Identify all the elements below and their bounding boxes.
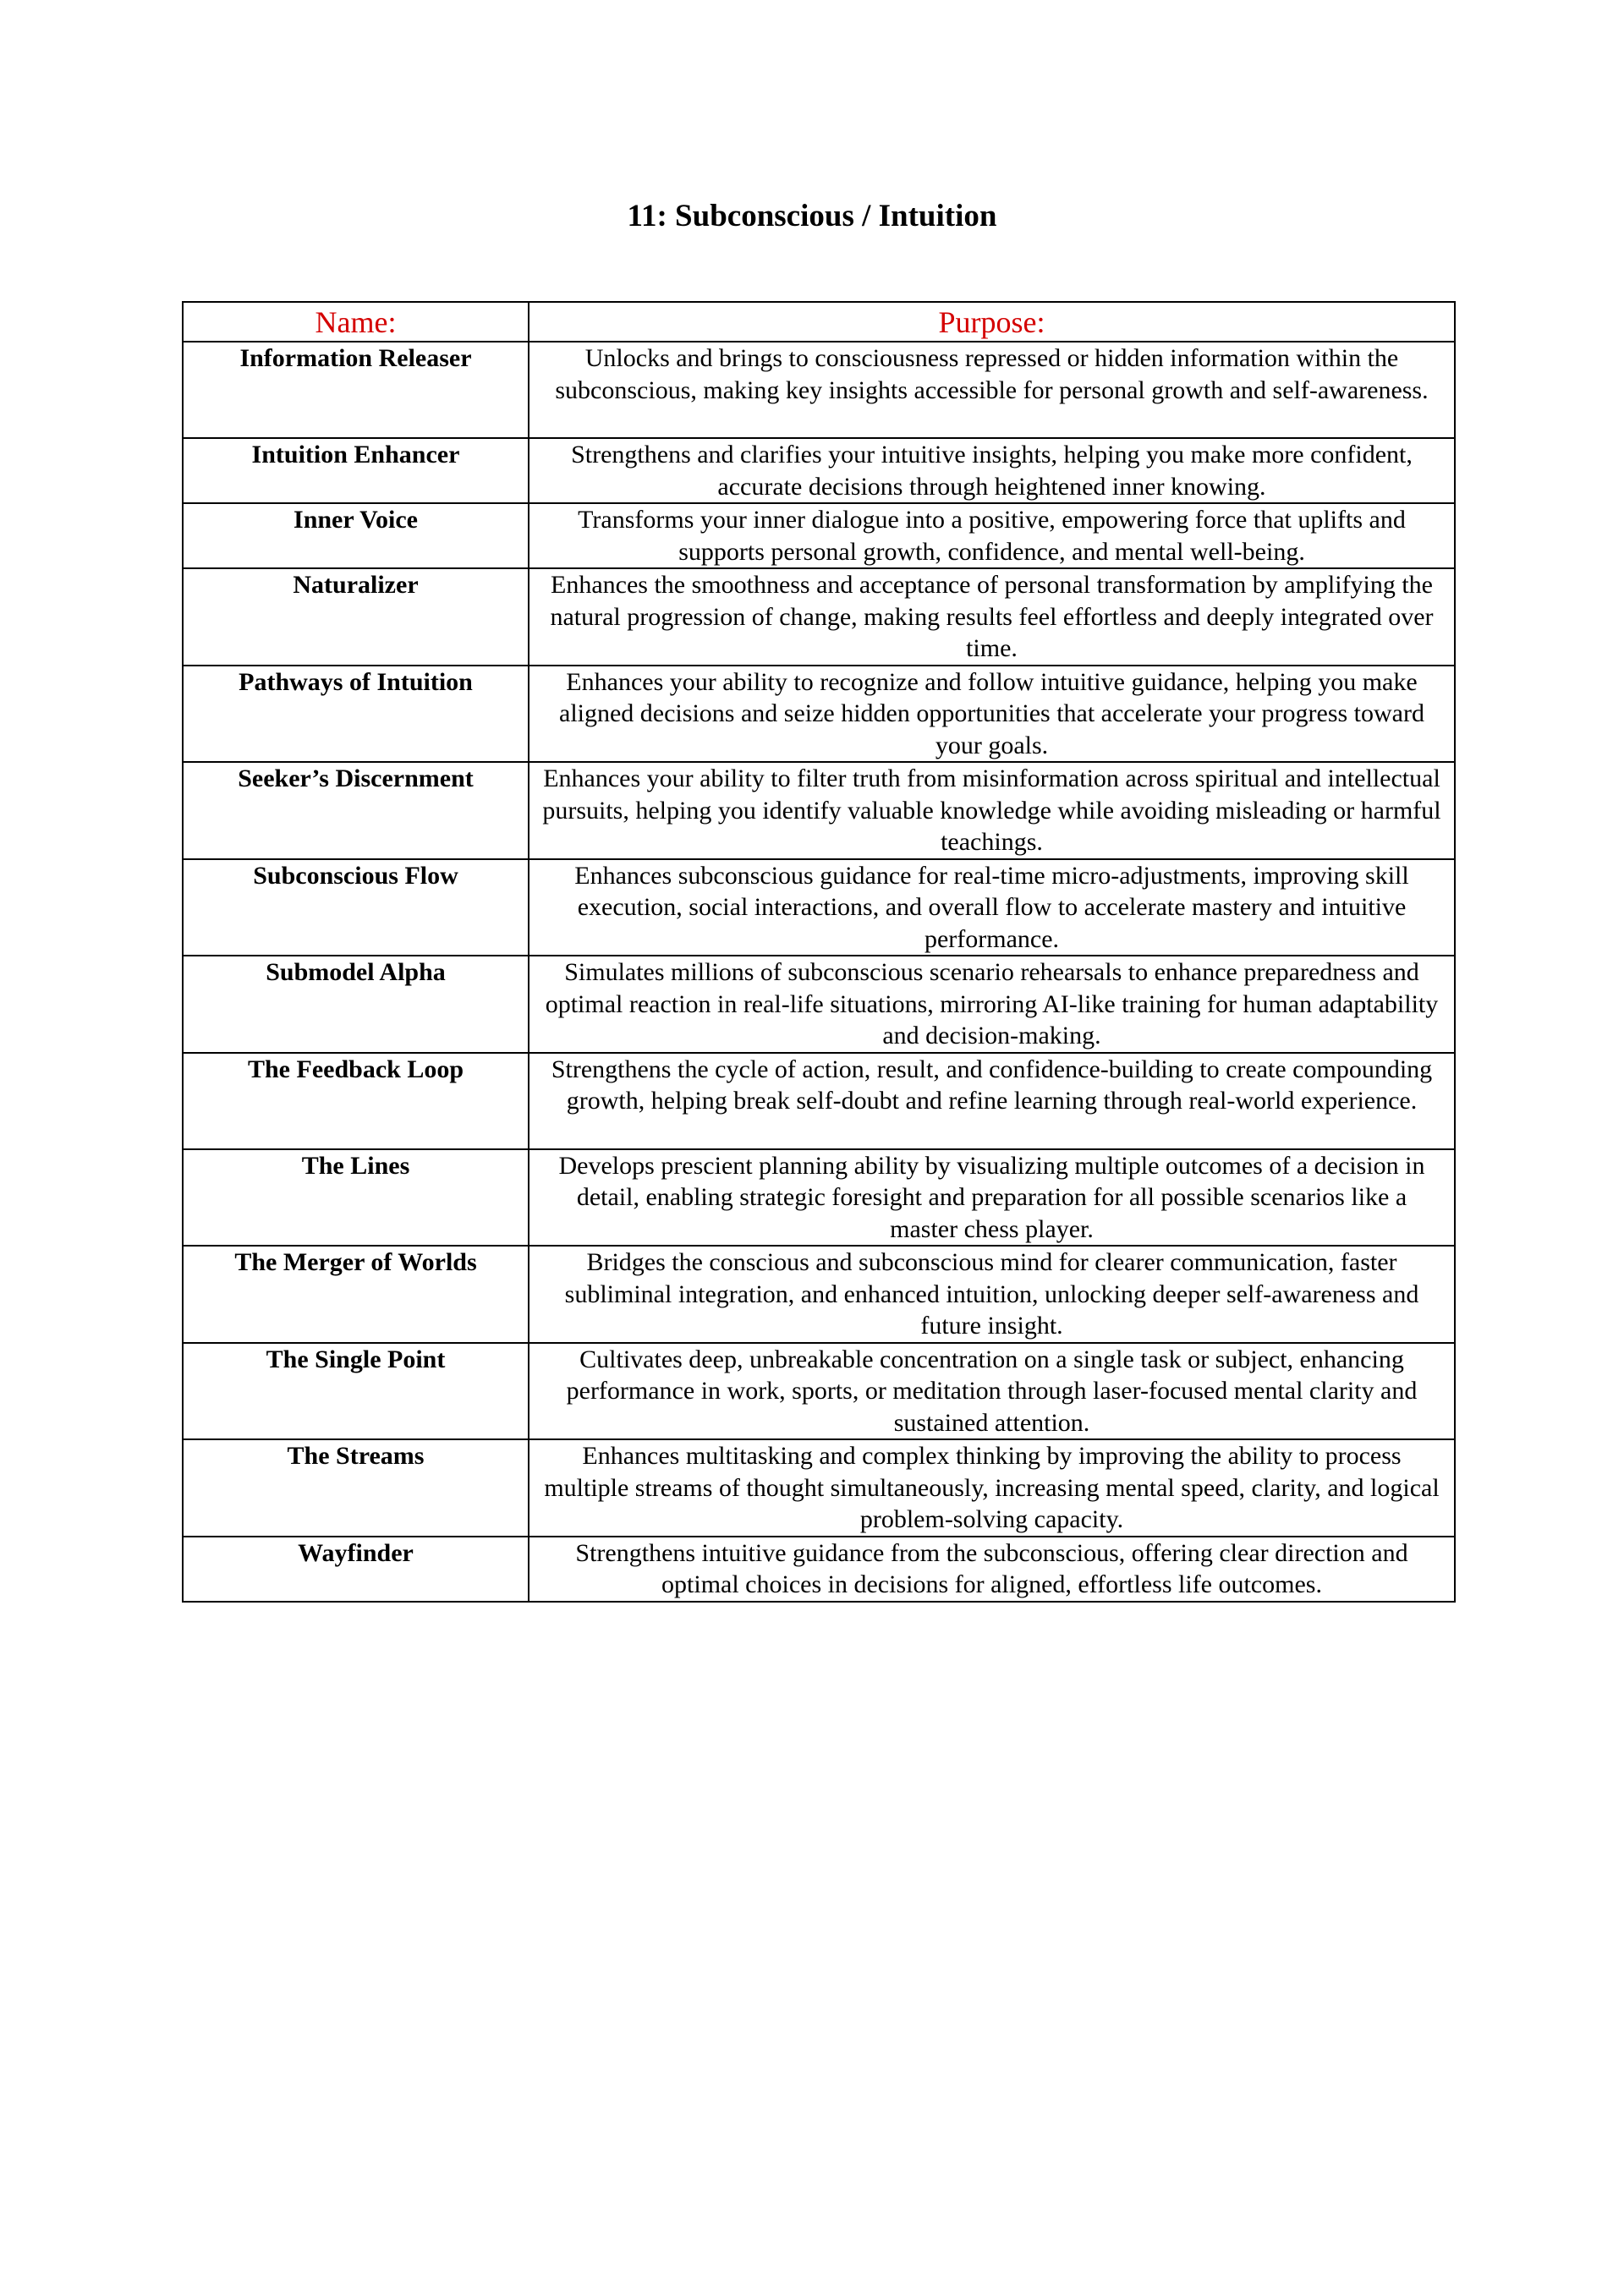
table-row <box>183 1343 1455 1440</box>
row-purpose-cell: Enhances multitasking and complex thinking by improving the ability to process multiple streams of thought simultaneously, increasing mental speed, clarity, and logical problem-solving capacity. <box>529 1439 1455 1537</box>
page-title: 11: Subconscious / Intuition <box>627 199 997 233</box>
row-name-cell: The Lines <box>183 1149 529 1247</box>
table-row <box>183 503 1455 568</box>
row-name-cell: The Streams <box>183 1439 529 1537</box>
row-purpose-cell: Unlocks and brings to consciousness repressed or hidden information within the subconscious, making key insights accessible for personal growth and self-awareness. <box>529 342 1455 438</box>
purpose-column-header: Purpose: <box>529 302 1455 342</box>
table-header-row <box>183 302 1455 342</box>
row-name-cell: Intuition Enhancer <box>183 438 529 503</box>
name-column-header: Name: <box>183 302 529 342</box>
row-purpose-cell: Enhances the smoothness and acceptance of personal transformation by amplifying the natural progression of change, making results feel effortless and deeply integrated over time. <box>529 568 1455 666</box>
row-purpose-cell: Develops prescient planning ability by visualizing multiple outcomes of a decision in detail, enabling strategic foresight and preparation for all possible scenarios like a master chess player. <box>529 1149 1455 1247</box>
row-purpose-cell: Strengthens and clarifies your intuitive insights, helping you make more confident, accurate decisions through heightened inner knowing. <box>529 438 1455 503</box>
row-purpose-cell: Strengthens the cycle of action, result, and confidence-building to create compounding growth, helping break self-doubt and refine learning through real-world experience. <box>529 1053 1455 1149</box>
row-name-cell: Wayfinder <box>183 1537 529 1602</box>
table-row <box>183 1537 1455 1602</box>
row-purpose-cell: Simulates millions of subconscious scenario rehearsals to enhance preparedness and optimal reaction in real-life situations, mirroring AI-like training for human adaptability and decision-making. <box>529 956 1455 1053</box>
table-row <box>183 859 1455 956</box>
row-purpose-cell: Enhances your ability to recognize and follow intuitive guidance, helping you make aligned decisions and seize hidden opportunities that accelerate your progress toward your goals. <box>529 666 1455 763</box>
table-row <box>183 762 1455 859</box>
table-row <box>183 438 1455 503</box>
table-body <box>183 342 1455 1602</box>
row-name-cell: Information Releaser <box>183 342 529 438</box>
row-name-cell: The Feedback Loop <box>183 1053 529 1149</box>
row-name-cell: Submodel Alpha <box>183 956 529 1053</box>
row-purpose-cell: Enhances subconscious guidance for real-time micro-adjustments, improving skill execution, social interactions, and overall flow to accelerate mastery and intuitive performance. <box>529 859 1455 956</box>
row-purpose-cell: Transforms your inner dialogue into a positive, empowering force that uplifts and supports personal growth, confidence, and mental well-being. <box>529 503 1455 568</box>
row-purpose-cell: Strengthens intuitive guidance from the subconscious, offering clear direction and optimal choices in decisions for aligned, effortless life outcomes. <box>529 1537 1455 1602</box>
table-row <box>183 1149 1455 1247</box>
row-name-cell: The Single Point <box>183 1343 529 1440</box>
row-name-cell: Seeker’s Discernment <box>183 762 529 859</box>
table-row <box>183 568 1455 666</box>
table-row <box>183 1246 1455 1343</box>
table-row <box>183 1053 1455 1149</box>
row-name-cell: Pathways of Intuition <box>183 666 529 763</box>
row-name-cell: The Merger of Worlds <box>183 1246 529 1343</box>
table-row <box>183 342 1455 438</box>
row-purpose-cell: Enhances your ability to filter truth from misinformation across spiritual and intellectual pursuits, helping you identify valuable knowledge while avoiding misleading or harmful teachings. <box>529 762 1455 859</box>
table-row <box>183 956 1455 1053</box>
row-purpose-cell: Cultivates deep, unbreakable concentration on a single task or subject, enhancing performance in work, sports, or meditation through laser-focused mental clarity and sustained attention. <box>529 1343 1455 1440</box>
table-row <box>183 1439 1455 1537</box>
row-purpose-cell: Bridges the conscious and subconscious mind for clearer communication, faster subliminal integration, and enhanced intuition, unlocking deeper self-awareness and future insight. <box>529 1246 1455 1343</box>
row-name-cell: Subconscious Flow <box>183 859 529 956</box>
table-row <box>183 666 1455 763</box>
row-name-cell: Naturalizer <box>183 568 529 666</box>
row-name-cell: Inner Voice <box>183 503 529 568</box>
purpose-table <box>182 301 1456 1603</box>
